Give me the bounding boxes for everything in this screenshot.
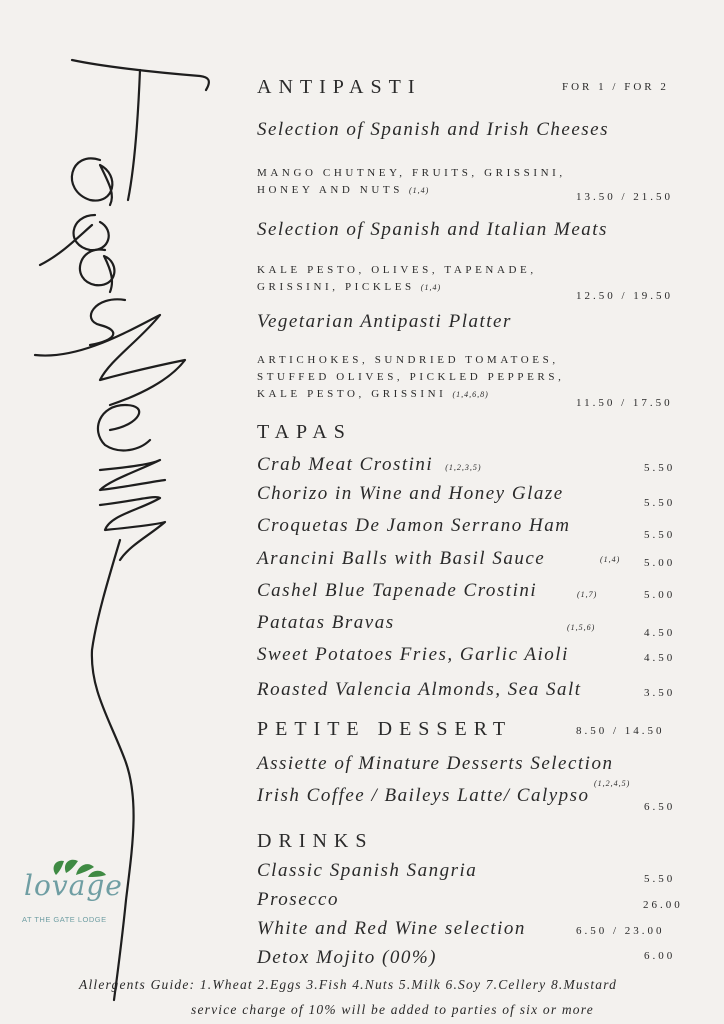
allergen-note: (1,4) [600,555,621,564]
menu-item-price: 5.50 [644,462,676,474]
menu-item-description: ARTICHOKES, SUNDRIED TOMATOES, STUFFED OLIVES, PICKLED PEPPERS, KALE PESTO, GRISSINI (1,4,6,8) [257,354,565,400]
section-dessert-heading: PETITE DESSERT [257,718,513,740]
menu-item-price: 5.50 [644,529,676,541]
logo-wordmark: lovage [24,869,123,902]
allergen-note: (1,2,4,5) [594,779,631,788]
menu-item-price: 6.50 / 23.00 [576,925,665,937]
menu-item-price: 4.50 [644,652,676,664]
menu-item-name: Chorizo in Wine and Honey Glaze [257,483,564,504]
allergen-note: (1,4,6,8) [452,390,489,399]
menu-item-price: 12.50 / 19.50 [576,290,674,302]
menu-item-name: Roasted Valencia Almonds, Sea Salt [257,679,582,700]
menu-item-name: Vegetarian Antipasti Platter [257,311,512,332]
allergen-note: (1,2,3,5) [445,463,482,472]
menu-item-name: Arancini Balls with Basil Sauce [257,548,546,569]
menu-item-price: 3.50 [644,687,676,699]
menu-item-price: 5.00 [644,557,676,569]
menu-item-price: 11.50 / 17.50 [576,397,673,409]
menu-item-name: Classic Spanish Sangria [257,860,478,881]
allergen-note: (1,7) [577,590,598,599]
dessert-price: 8.50 / 14.50 [576,725,665,737]
menu-item-name: Patatas Bravas [257,612,395,633]
menu-item-price: 6.00 [644,950,676,962]
menu-item-name: Detox Mojito (00%) [257,947,438,968]
section-tapas-heading: TAPAS [257,421,352,443]
menu-item-price: 26.00 [643,899,683,911]
menu-item-name: Selection of Spanish and Italian Meats [257,219,608,240]
section-drinks-heading: DRINKS [257,830,374,852]
menu-item-name: Assiette of Minature Desserts Selection [257,753,614,774]
menu-item-name: Croquetas De Jamon Serrano Ham [257,515,571,536]
menu-item-name: Cashel Blue Tapenade Crostini [257,580,538,601]
menu-item-price: 5.50 [644,873,676,885]
menu-item-price: 13.50 / 21.50 [576,191,674,203]
menu-item-price: 5.50 [644,497,676,509]
menu-item-price: 6.50 [644,801,676,813]
menu-item-description: MANGO CHUTNEY, FRUITS, GRISSINI, HONEY AND NUTS (1,4) [257,167,566,196]
allergen-note: (1,5,6) [567,623,596,632]
section-antipasti-heading: ANTIPASTI [257,76,422,98]
allergen-note: (1,4) [420,283,442,292]
menu-item-description: KALE PESTO, OLIVES, TAPENADE, GRISSINI, PICKLES (1,4) [257,264,537,293]
menu-item-name: White and Red Wine selection [257,918,526,939]
logo-tagline: AT THE GATE LODGE [22,915,107,924]
menu-item-name: Crab Meat Crostini (1,2,3,5) [257,454,482,475]
lovage-logo [16,855,126,940]
service-charge-note: service charge of 10% will be added to parties of six or more [191,1002,594,1017]
menu-item-name: Sweet Potatoes Fries, Garlic Aioli [257,644,569,665]
antipasti-column-heading: FOR 1 / FOR 2 [562,81,669,93]
menu-item-name: Selection of Spanish and Irish Cheeses [257,119,609,140]
menu-item-price: 5.00 [644,589,676,601]
menu-item-name: Irish Coffee / Baileys Latte/ Calypso [257,785,590,806]
menu-item-price: 4.50 [644,627,676,639]
allergen-note: (1,4) [408,186,430,195]
allergens-guide: Allergents Guide: 1.Wheat 2.Eggs 3.Fish 4.Nuts 5.Milk 6.Soy 7.Cellery 8.Mustard [79,977,618,992]
menu-item-name: Prosecco [257,889,339,910]
